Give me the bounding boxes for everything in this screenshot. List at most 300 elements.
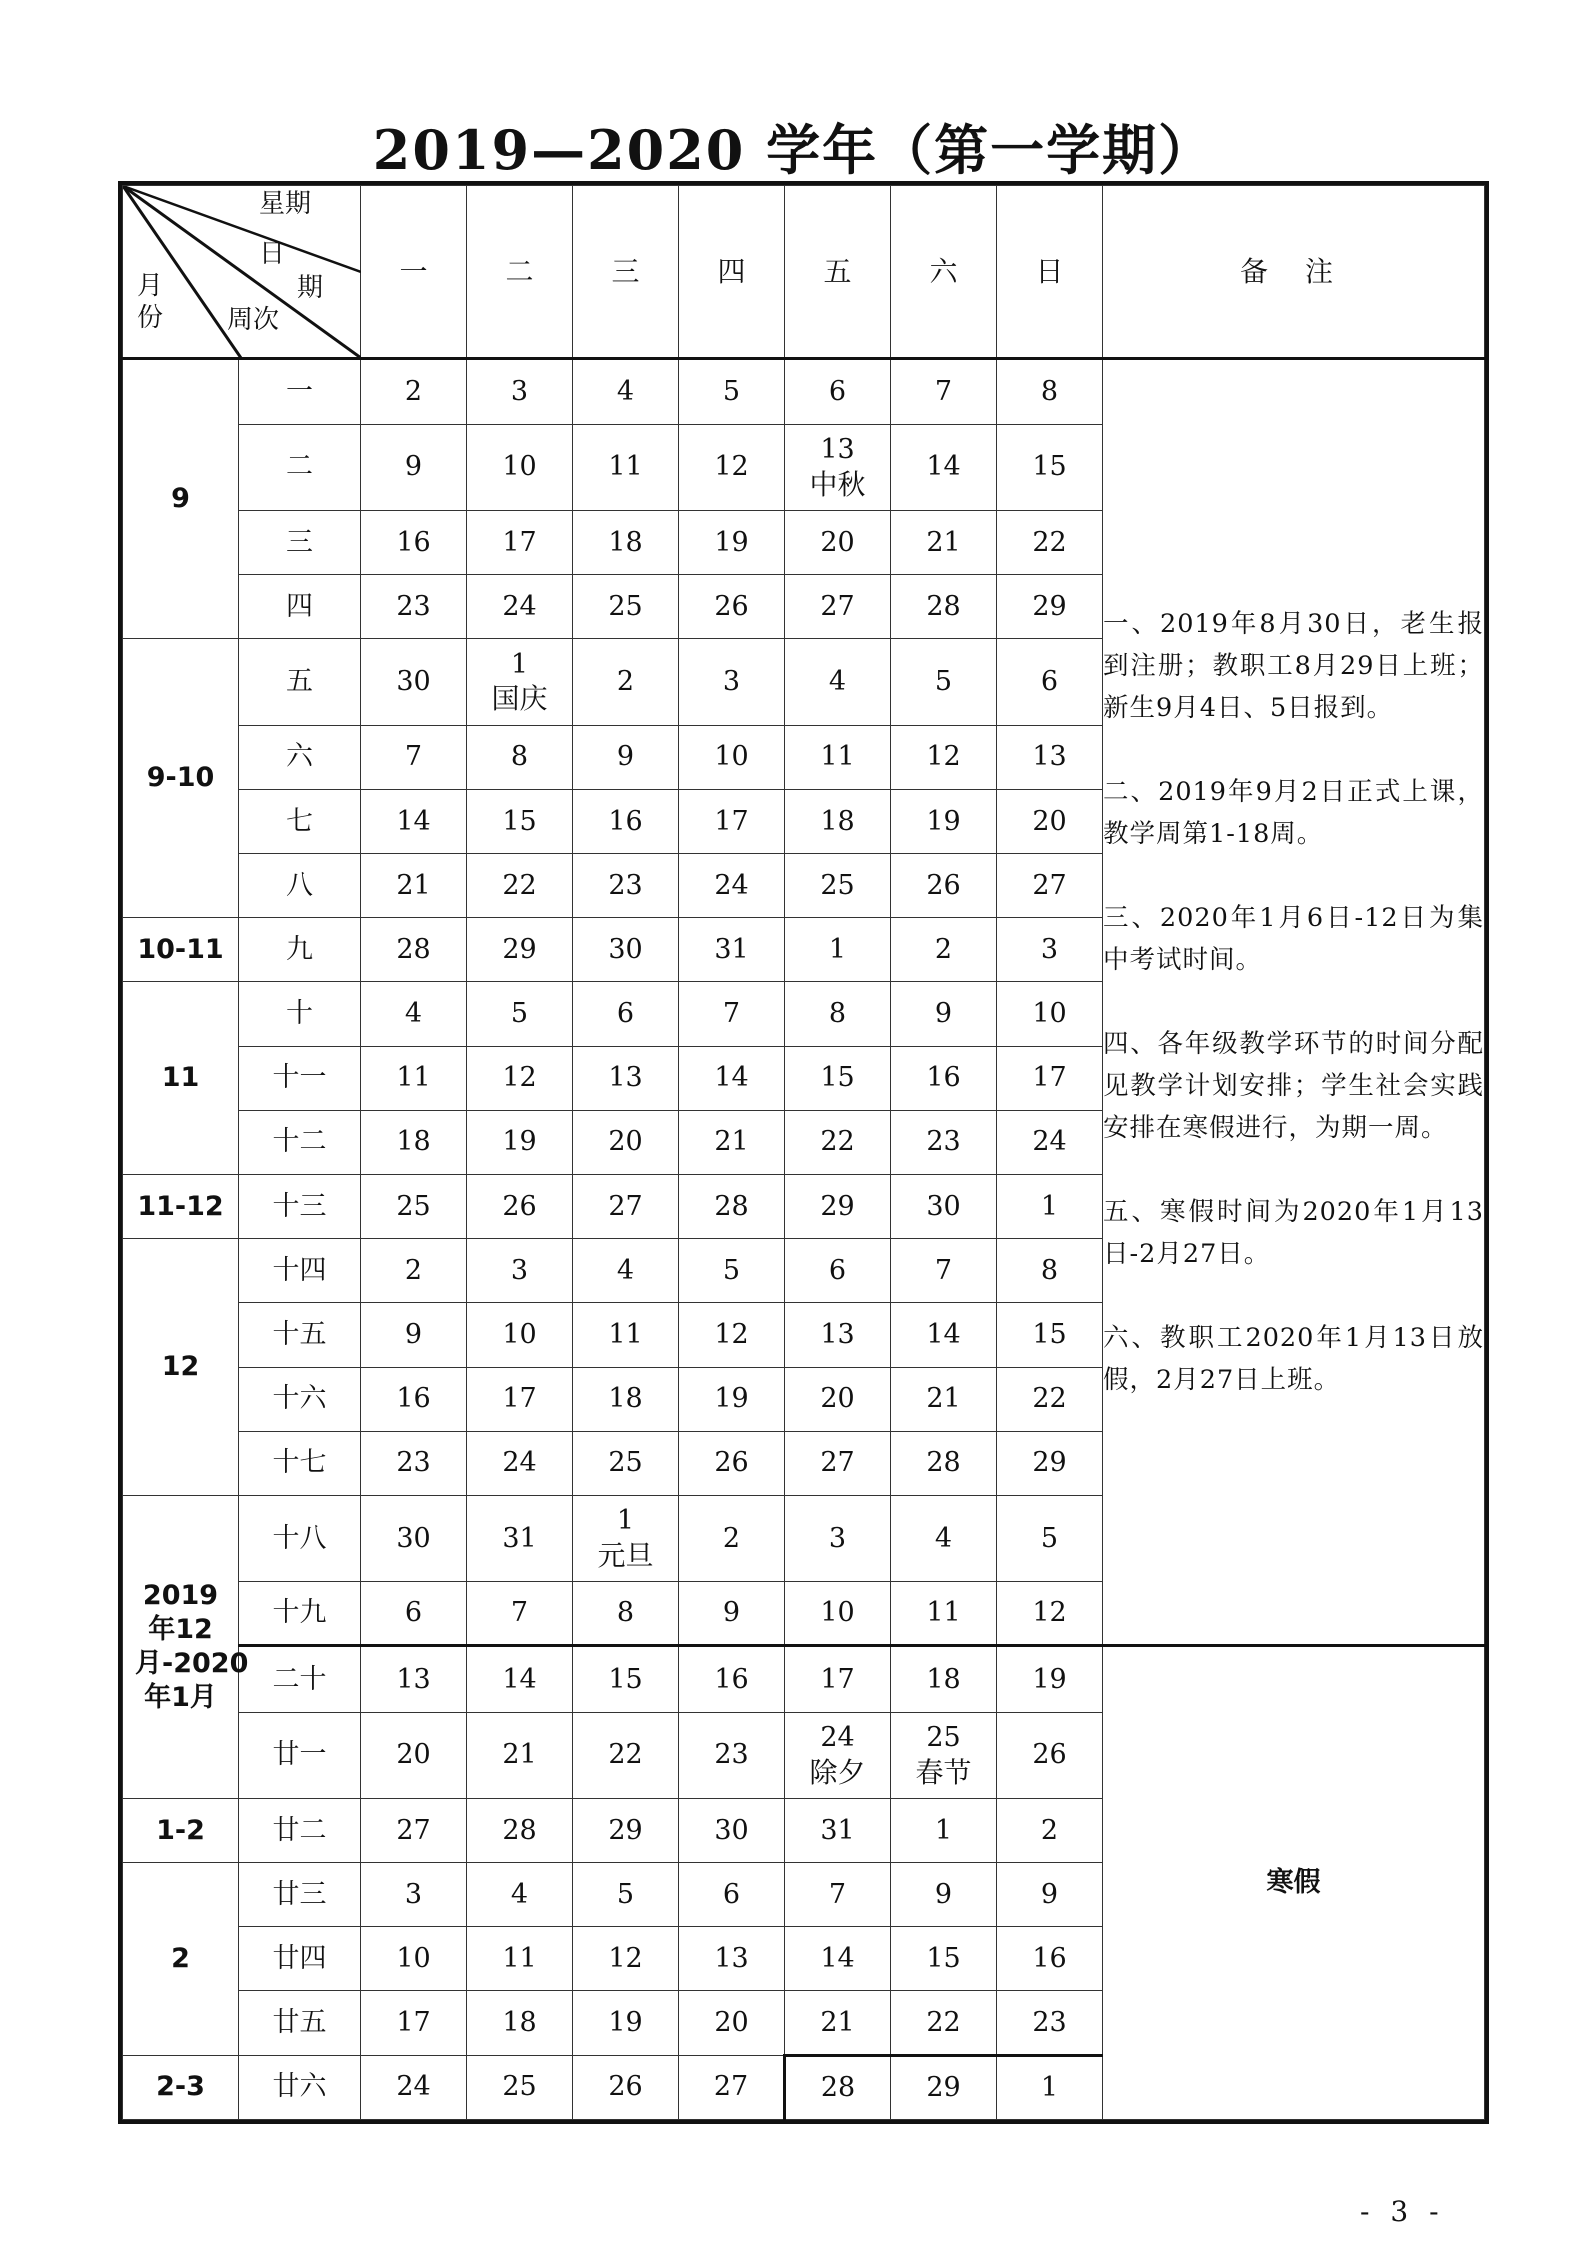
week-number-cell: 六	[239, 725, 361, 789]
date-number: 14	[714, 1062, 749, 1094]
note-item: 一、2019年8月30日，老生报到注册；教职工8月29日上班；新生9月4日、5日报到。	[1103, 608, 1484, 723]
date-cell	[891, 1712, 997, 1798]
date-number: 25	[926, 1721, 961, 1753]
date-cell	[891, 1582, 997, 1646]
date-number: 9	[616, 741, 635, 773]
date-cell	[679, 1239, 785, 1303]
date-cell	[997, 918, 1103, 982]
week-number-cell: 十七	[239, 1431, 361, 1495]
date-number: 28	[926, 590, 961, 622]
date-number: 15	[502, 805, 537, 837]
date-cell	[573, 1046, 679, 1110]
date-number: 18	[926, 1663, 961, 1695]
date-number: 26	[502, 1190, 537, 1222]
date-cell	[573, 1495, 679, 1581]
date-number: 26	[714, 1447, 749, 1479]
date-cell	[361, 2055, 467, 2119]
date-cell	[891, 1303, 997, 1367]
date-number: 22	[1032, 526, 1067, 558]
date-number: 25	[396, 1190, 431, 1222]
date-cell	[997, 1110, 1103, 1174]
date-number: 14	[820, 1942, 855, 1974]
date-cell	[997, 1174, 1103, 1238]
date-number: 4	[404, 998, 423, 1030]
date-cell	[361, 639, 467, 725]
date-number: 5	[1040, 1522, 1059, 1554]
date-number: 10	[1032, 998, 1067, 1030]
date-number: 3	[510, 1254, 529, 1286]
date-number: 9	[404, 451, 423, 483]
date-cell	[891, 1046, 997, 1110]
date-number: 2	[616, 666, 635, 698]
date-number: 10	[502, 451, 537, 483]
date-number: 22	[926, 2006, 961, 2038]
week-number-cell: 十三	[239, 1174, 361, 1238]
header-notes: 备 注	[1103, 186, 1485, 359]
date-cell	[997, 639, 1103, 725]
date-number: 20	[608, 1126, 643, 1158]
date-number: 30	[396, 666, 431, 698]
date-number: 15	[926, 1942, 961, 1974]
date-number: 17	[502, 1383, 537, 1415]
date-cell	[785, 1367, 891, 1431]
date-cell	[891, 1991, 997, 2055]
date-number: 31	[820, 1814, 855, 1846]
date-number: 27	[713, 2071, 749, 2103]
date-number: 17	[714, 805, 749, 837]
date-cell	[467, 1431, 573, 1495]
date-number: 30	[714, 1814, 749, 1846]
date-cell	[467, 1174, 573, 1238]
date-cell	[997, 1927, 1103, 1991]
date-number: 5	[510, 998, 529, 1030]
date-cell	[361, 1431, 467, 1495]
date-number: 7	[510, 1597, 529, 1629]
corner-label-date-qi: 期	[297, 273, 324, 303]
date-number: 9	[404, 1319, 423, 1351]
date-cell	[891, 918, 997, 982]
date-number: 3	[828, 1522, 847, 1554]
date-number: 18	[502, 2007, 537, 2039]
date-cell	[679, 1303, 785, 1367]
date-number: 23	[396, 590, 431, 622]
date-number: 1	[934, 1814, 953, 1846]
date-cell	[997, 511, 1103, 575]
date-cell	[361, 854, 467, 918]
month-cell: 2	[123, 1863, 239, 2056]
date-number: 18	[396, 1126, 431, 1158]
date-number: 15	[1032, 451, 1067, 483]
date-number: 3	[510, 375, 529, 407]
date-number: 16	[608, 805, 643, 837]
date-cell	[573, 424, 679, 510]
date-cell	[785, 1712, 891, 1798]
date-cell	[467, 1863, 573, 1927]
date-cell	[467, 789, 573, 853]
date-number: 29	[926, 2071, 961, 2103]
date-cell	[573, 982, 679, 1046]
date-cell	[997, 1798, 1103, 1862]
date-number: 4	[828, 666, 847, 698]
corner-label-date-ri: 日	[259, 239, 286, 269]
date-number: 7	[934, 375, 953, 407]
date-cell	[467, 1712, 573, 1798]
date-cell	[785, 854, 891, 918]
holiday-label: 元旦	[597, 1538, 654, 1572]
date-number: 7	[934, 1254, 953, 1286]
date-number: 28	[714, 1190, 749, 1222]
date-cell	[997, 1646, 1103, 1712]
date-cell	[679, 982, 785, 1046]
date-number: 31	[714, 933, 749, 965]
date-cell	[785, 725, 891, 789]
date-number: 17	[820, 1663, 855, 1695]
corner-label-weekday: 星期	[259, 189, 312, 219]
date-cell	[361, 1927, 467, 1991]
date-number: 24	[502, 1447, 537, 1479]
date-cell	[679, 1798, 785, 1862]
week-number-cell: 十	[239, 982, 361, 1046]
month-cell: 9-10	[123, 639, 239, 918]
week-number-cell: 廿三	[239, 1863, 361, 1927]
date-cell	[679, 854, 785, 918]
date-cell	[361, 918, 467, 982]
date-cell	[679, 1110, 785, 1174]
week-number-cell: 廿六	[239, 2055, 361, 2119]
date-cell	[785, 918, 891, 982]
date-cell	[679, 1927, 785, 1991]
date-number: 1	[616, 1505, 635, 1537]
date-number: 11	[396, 1062, 431, 1094]
date-cell	[573, 1174, 679, 1238]
date-cell	[785, 982, 891, 1046]
week-number-cell: 三	[239, 511, 361, 575]
date-number: 27	[820, 590, 855, 622]
date-number: 2	[404, 375, 423, 407]
table-row	[123, 358, 1485, 424]
date-number: 30	[396, 1522, 431, 1554]
date-cell	[679, 1991, 785, 2055]
date-number: 29	[1032, 590, 1067, 622]
date-cell	[785, 1110, 891, 1174]
date-cell	[997, 358, 1103, 424]
date-number: 25	[608, 1447, 643, 1479]
date-number: 24	[502, 590, 537, 622]
page-title: 2019—2020 学年（第一学期）	[372, 118, 1215, 182]
date-cell	[361, 575, 467, 639]
week-number-cell: 十四	[239, 1239, 361, 1303]
date-cell	[997, 1367, 1103, 1431]
date-cell	[573, 1863, 679, 1927]
week-number-cell: 十九	[239, 1582, 361, 1646]
date-cell	[679, 1582, 785, 1646]
date-cell	[573, 575, 679, 639]
date-number: 15	[820, 1062, 855, 1094]
date-cell	[679, 1712, 785, 1798]
date-cell	[679, 1046, 785, 1110]
date-cell	[891, 1927, 997, 1991]
date-number: 26	[608, 2071, 643, 2103]
date-number: 1	[1040, 1190, 1059, 1222]
date-number: 20	[714, 2007, 749, 2039]
date-number: 1	[510, 648, 529, 680]
date-cell	[573, 1646, 679, 1712]
date-cell	[573, 725, 679, 789]
date-number: 22	[608, 1739, 643, 1771]
date-number: 17	[396, 2007, 431, 2039]
week-number-cell: 九	[239, 918, 361, 982]
date-number: 10	[714, 741, 749, 773]
date-cell	[467, 1303, 573, 1367]
date-number: 30	[608, 933, 643, 965]
date-number: 23	[396, 1447, 431, 1479]
date-cell	[573, 1582, 679, 1646]
date-number: 19	[608, 2007, 643, 2039]
date-number: 18	[820, 805, 855, 837]
month-cell: 11	[123, 982, 239, 1175]
date-cell	[891, 2055, 997, 2119]
date-cell	[891, 1863, 997, 1927]
date-number: 11	[608, 451, 643, 483]
date-number: 27	[396, 1814, 431, 1846]
date-cell	[573, 1431, 679, 1495]
date-number: 24	[396, 2071, 431, 2103]
winter-break-cell: 寒假	[1103, 1646, 1485, 2120]
date-cell	[679, 424, 785, 510]
date-cell	[785, 1582, 891, 1646]
date-number: 25	[820, 869, 855, 901]
date-number: 5	[722, 1254, 741, 1286]
date-cell	[997, 1046, 1103, 1110]
week-number-cell: 一	[239, 358, 361, 424]
date-cell	[891, 1174, 997, 1238]
date-cell	[997, 789, 1103, 853]
date-cell	[361, 1174, 467, 1238]
date-cell	[997, 1582, 1103, 1646]
week-number-cell: 廿四	[239, 1927, 361, 1991]
date-number: 16	[714, 1663, 749, 1695]
month-cell: 11-12	[123, 1174, 239, 1238]
note-item: 三、2020年1月6日-12日为集中考试时间。	[1103, 902, 1484, 975]
date-cell	[891, 639, 997, 725]
date-cell	[891, 1646, 997, 1712]
date-number: 10	[820, 1597, 855, 1629]
week-number-cell: 八	[239, 854, 361, 918]
date-cell	[997, 725, 1103, 789]
date-cell	[573, 918, 679, 982]
date-cell	[891, 1431, 997, 1495]
date-number: 21	[502, 1739, 537, 1771]
date-cell	[785, 1046, 891, 1110]
date-cell	[467, 575, 573, 639]
date-number: 16	[926, 1062, 961, 1094]
date-cell	[785, 575, 891, 639]
date-cell	[891, 789, 997, 853]
date-number: 4	[616, 1254, 635, 1286]
date-number: 20	[820, 1383, 855, 1415]
date-cell	[891, 982, 997, 1046]
date-cell	[573, 2055, 679, 2119]
date-cell	[891, 725, 997, 789]
date-cell	[997, 1495, 1103, 1581]
date-cell	[361, 424, 467, 510]
date-number: 2	[1040, 1814, 1059, 1846]
notes-cell	[1103, 358, 1485, 1646]
date-cell	[467, 1110, 573, 1174]
date-cell	[679, 1431, 785, 1495]
date-number: 14	[396, 805, 431, 837]
date-cell	[573, 511, 679, 575]
date-cell	[785, 358, 891, 424]
note-item: 五、寒假时间为2020年1月13日-2月27日。	[1103, 1196, 1484, 1269]
date-number: 24	[714, 869, 749, 901]
date-cell	[891, 1367, 997, 1431]
date-cell	[997, 982, 1103, 1046]
date-cell	[361, 358, 467, 424]
date-cell	[785, 1174, 891, 1238]
date-cell	[679, 511, 785, 575]
date-cell	[573, 1367, 679, 1431]
date-number: 12	[926, 741, 961, 773]
date-cell	[891, 1110, 997, 1174]
week-number-cell: 廿二	[239, 1798, 361, 1862]
date-cell	[891, 854, 997, 918]
date-cell	[573, 1798, 679, 1862]
date-number: 13	[396, 1663, 431, 1695]
date-number: 29	[820, 1190, 855, 1222]
week-number-cell: 五	[239, 639, 361, 725]
date-number: 4	[934, 1522, 953, 1554]
header-corner-cell	[123, 186, 361, 359]
date-cell	[679, 1495, 785, 1581]
date-number: 7	[722, 998, 741, 1030]
date-cell	[679, 1863, 785, 1927]
date-number: 23	[1032, 2006, 1067, 2038]
date-cell	[467, 511, 573, 575]
date-number: 26	[926, 869, 961, 901]
date-cell	[467, 424, 573, 510]
date-number: 14	[502, 1663, 537, 1695]
date-number: 24	[820, 1721, 855, 1753]
date-cell	[679, 2055, 785, 2119]
date-number: 4	[616, 375, 635, 407]
date-number: 12	[714, 1319, 749, 1351]
date-number: 8	[510, 741, 529, 773]
date-cell	[997, 1239, 1103, 1303]
date-cell	[361, 1110, 467, 1174]
date-cell	[361, 1046, 467, 1110]
date-number: 17	[1032, 1062, 1067, 1094]
date-number: 20	[820, 526, 855, 558]
date-number: 19	[502, 1126, 537, 1158]
date-cell	[679, 639, 785, 725]
date-number: 1	[828, 933, 847, 965]
date-number: 2	[722, 1522, 741, 1554]
date-cell	[679, 918, 785, 982]
date-cell	[467, 2055, 573, 2119]
date-number: 10	[396, 1942, 431, 1974]
date-number: 20	[396, 1739, 431, 1771]
date-number: 30	[926, 1190, 961, 1222]
date-cell	[891, 1239, 997, 1303]
date-cell	[467, 1991, 573, 2055]
month-cell: 10-11	[123, 918, 239, 982]
date-number: 27	[608, 1190, 643, 1222]
date-number: 22	[1032, 1383, 1067, 1415]
date-number: 29	[1032, 1447, 1067, 1479]
corner-label-month-fen: 份	[137, 303, 164, 333]
date-number: 28	[820, 2071, 856, 2103]
week-number-cell: 二	[239, 424, 361, 510]
date-number: 2	[934, 933, 953, 965]
date-number: 21	[820, 2006, 855, 2038]
week-number-cell: 四	[239, 575, 361, 639]
date-number: 21	[396, 869, 431, 901]
date-cell	[467, 358, 573, 424]
date-cell	[573, 1927, 679, 1991]
date-number: 9	[934, 998, 953, 1030]
note-item: 六、教职工2020年1月13日放假，2月27日上班。	[1103, 1322, 1484, 1395]
date-cell	[361, 1991, 467, 2055]
date-number: 23	[714, 1739, 749, 1771]
date-number: 12	[502, 1062, 537, 1094]
date-number: 13	[608, 1062, 643, 1094]
date-number: 5	[722, 375, 741, 407]
date-cell	[361, 725, 467, 789]
date-number: 6	[404, 1597, 423, 1629]
date-cell	[997, 1431, 1103, 1495]
date-number: 28	[502, 1814, 537, 1846]
date-cell	[361, 1646, 467, 1712]
date-cell	[997, 1863, 1103, 1927]
note-item: 四、各年级教学环节的时间分配见教学计划安排；学生社会实践安排在寒假进行，为期一周。	[1103, 1028, 1484, 1143]
date-cell	[891, 1495, 997, 1581]
date-number: 15	[608, 1663, 643, 1695]
week-number-cell: 十八	[239, 1495, 361, 1581]
date-cell	[573, 1239, 679, 1303]
date-number: 12	[714, 451, 749, 483]
date-number: 19	[714, 526, 749, 558]
date-cell	[467, 1495, 573, 1581]
date-cell	[361, 1582, 467, 1646]
date-cell	[361, 1303, 467, 1367]
date-cell	[467, 725, 573, 789]
date-number: 19	[714, 1383, 749, 1415]
header-day-wed: 三	[573, 186, 679, 359]
month-cell: 9	[123, 358, 239, 639]
date-number: 20	[1032, 805, 1067, 837]
date-number: 13	[714, 1942, 749, 1974]
date-number: 21	[926, 1383, 961, 1415]
date-number: 19	[926, 805, 961, 837]
date-cell	[361, 1712, 467, 1798]
date-cell	[361, 1367, 467, 1431]
date-number: 31	[502, 1522, 537, 1554]
date-cell	[785, 1239, 891, 1303]
week-number-cell: 廿五	[239, 1991, 361, 2055]
date-number: 13	[1032, 741, 1067, 773]
date-number: 28	[926, 1447, 961, 1479]
date-cell	[679, 1174, 785, 1238]
date-number: 21	[714, 1126, 749, 1158]
date-number: 2	[404, 1254, 423, 1286]
academic-calendar-table	[118, 181, 1489, 2124]
week-number-cell: 十二	[239, 1110, 361, 1174]
date-cell	[467, 1367, 573, 1431]
date-cell	[997, 2055, 1103, 2119]
header-day-fri: 五	[785, 186, 891, 359]
week-number-cell: 十五	[239, 1303, 361, 1367]
